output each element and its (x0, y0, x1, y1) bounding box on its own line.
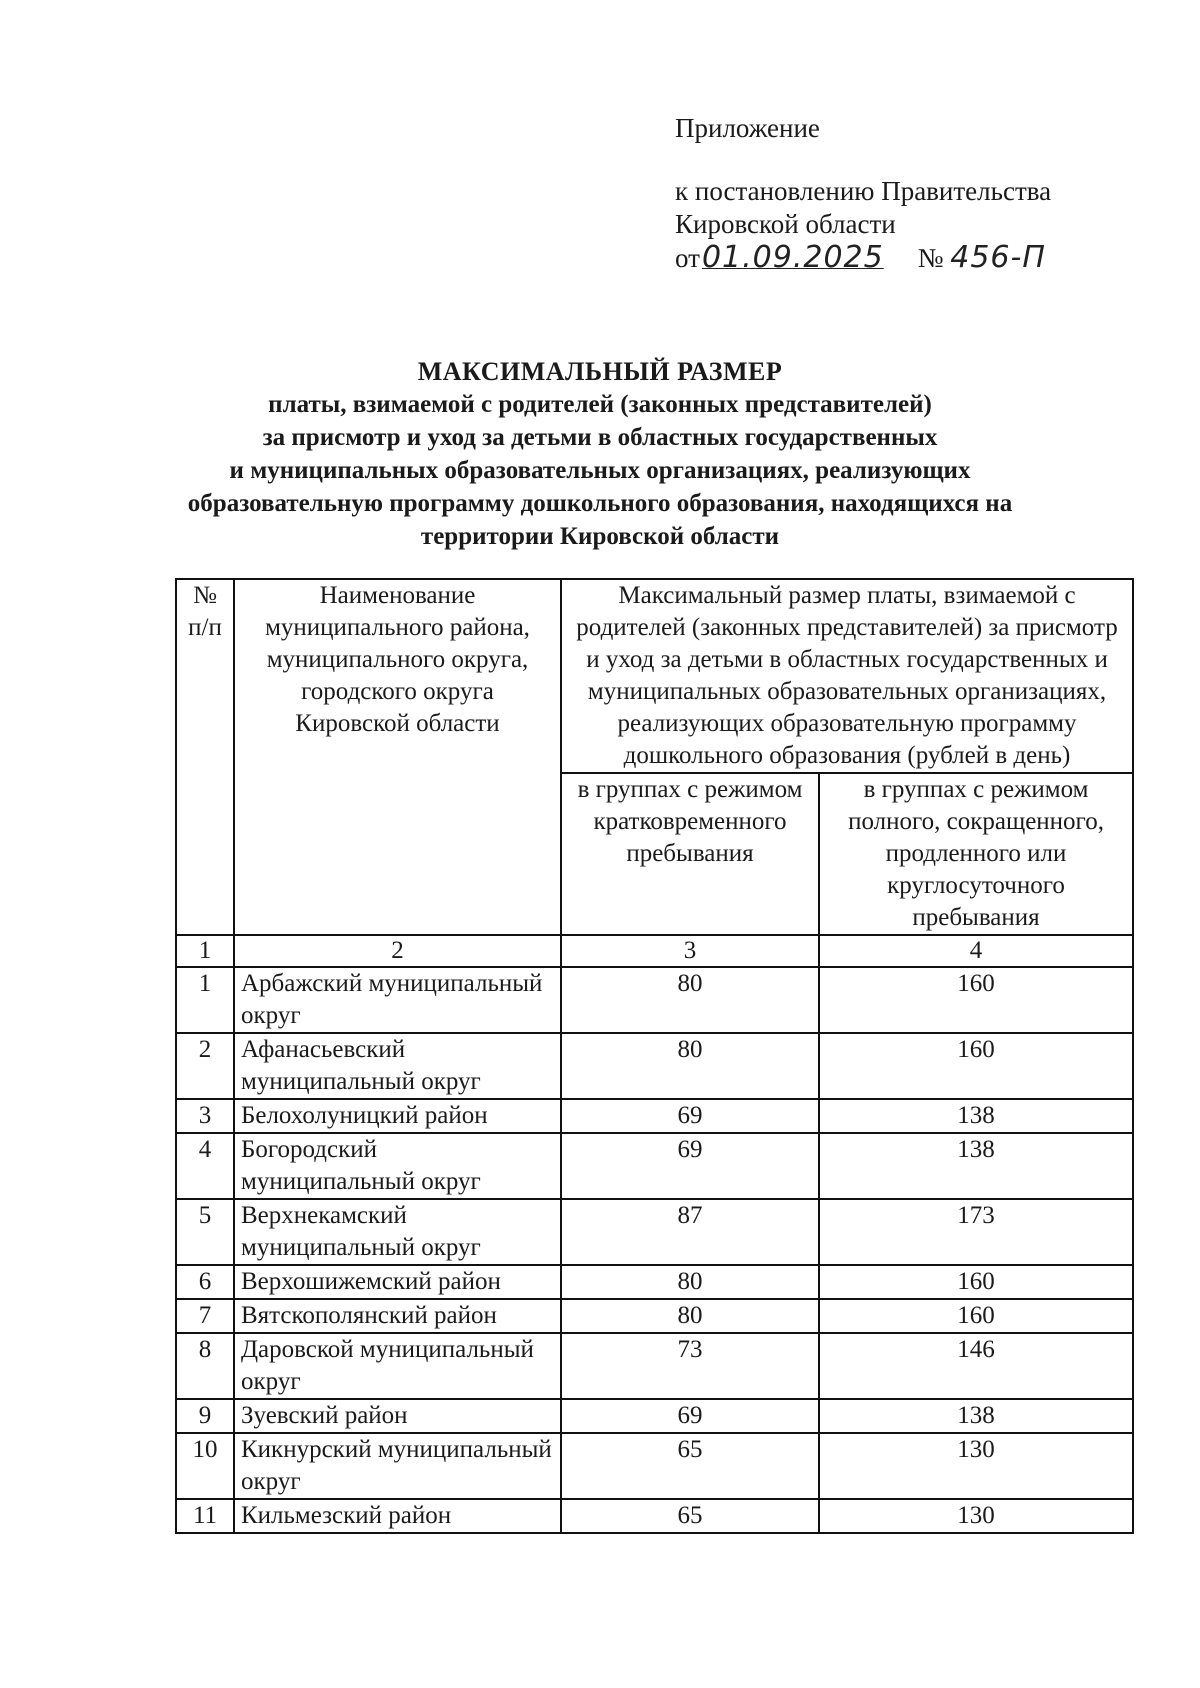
row-short-stay-fee: 80 (561, 1265, 819, 1299)
row-name: Кикнурский муниципальный округ (234, 1433, 561, 1499)
appendix-date-number-line (675, 241, 1051, 275)
row-short-stay-fee: 69 (561, 1099, 819, 1133)
table-row (176, 1499, 1133, 1533)
row-name: Афанасьевский муниципальный округ (234, 1033, 561, 1099)
header-num: № п/п (176, 579, 234, 935)
row-full-stay-fee: 160 (819, 1033, 1133, 1099)
date-prefix: от (675, 243, 700, 273)
row-short-stay-fee: 69 (561, 1399, 819, 1433)
column-number-row (176, 935, 1133, 967)
row-name: Вятскополянский район (234, 1299, 561, 1333)
row-name: Кильмезский район (234, 1499, 561, 1533)
row-short-stay-fee: 69 (561, 1133, 819, 1199)
row-short-stay-fee: 65 (561, 1499, 819, 1533)
column-number: 3 (561, 935, 819, 967)
row-full-stay-fee: 138 (819, 1099, 1133, 1133)
row-name: Белохолуницкий район (234, 1099, 561, 1133)
table-row (176, 1099, 1133, 1133)
heading-main: МАКСИМАЛЬНЫЙ РАЗМЕР (417, 357, 783, 386)
table-row (176, 1133, 1133, 1199)
row-name: Богородский муниципальный округ (234, 1133, 561, 1199)
appendix-block (675, 112, 1051, 275)
row-name: Даровской муниципальный округ (234, 1333, 561, 1399)
heading-line-5: территории Кировской области (420, 523, 780, 550)
header-full-stay: в группах с режимом полного, сокращенного, продленного или круглосуточного пребывания (819, 773, 1133, 935)
row-full-stay-fee: 160 (819, 1299, 1133, 1333)
table-row (176, 1033, 1133, 1099)
row-number: 11 (176, 1499, 234, 1533)
appendix-region-line: Кировской области (675, 209, 896, 239)
appendix-title: Приложение (675, 113, 820, 143)
row-short-stay-fee: 80 (561, 1033, 819, 1099)
table-row (176, 1399, 1133, 1433)
header-max-fee: Максимальный размер платы, взимаемой с родителей (законных представителей) за присмотр и уход за детьми в областных государственных и муниципальных образовательных организациях, реализующих образовательную программу дошкольного образования (рублей в день) (561, 579, 1133, 773)
row-name: Арбажский муниципальный округ (234, 967, 561, 1033)
row-full-stay-fee: 130 (819, 1499, 1133, 1533)
column-number: 4 (819, 935, 1133, 967)
row-name: Зуевский район (234, 1399, 561, 1433)
row-full-stay-fee: 146 (819, 1333, 1133, 1399)
row-full-stay-fee: 138 (819, 1399, 1133, 1433)
row-number: 2 (176, 1033, 234, 1099)
table-row (176, 1333, 1133, 1399)
handwritten-date: 01.09.2025 (701, 240, 884, 275)
fee-table-body (176, 967, 1133, 1533)
row-short-stay-fee: 65 (561, 1433, 819, 1499)
document-heading (150, 355, 1050, 553)
table-row (176, 1265, 1133, 1299)
row-number: 6 (176, 1265, 234, 1299)
column-number: 2 (234, 935, 561, 967)
row-name: Верхнекамский муниципальный округ (234, 1199, 561, 1265)
fee-table (175, 578, 1134, 1534)
row-full-stay-fee: 138 (819, 1133, 1133, 1199)
row-number: 5 (176, 1199, 234, 1265)
appendix-decree-line: к постановлению Правительства (675, 176, 1052, 206)
header-name: Наименование муниципального района, муниципального округа, городского округа Кировской области (234, 579, 561, 935)
table-row (176, 1299, 1133, 1333)
column-number: 1 (176, 935, 234, 967)
row-number: 10 (176, 1433, 234, 1499)
table-row (176, 1433, 1133, 1499)
row-short-stay-fee: 80 (561, 1299, 819, 1333)
row-number: 4 (176, 1133, 234, 1199)
table-row (176, 967, 1133, 1033)
row-name: Верхошижемский район (234, 1265, 561, 1299)
table-row (176, 1199, 1133, 1265)
row-full-stay-fee: 160 (819, 1265, 1133, 1299)
row-short-stay-fee: 87 (561, 1199, 819, 1265)
header-short-stay: в группах с режимом кратковременного пребывания (561, 773, 819, 935)
row-short-stay-fee: 80 (561, 967, 819, 1033)
row-number: 1 (176, 967, 234, 1033)
heading-line-1: платы, взимаемой с родителей (законных представителей) (268, 391, 932, 418)
number-prefix: № (917, 243, 944, 273)
heading-line-3: и муниципальных образовательных организациях, реализующих (229, 457, 971, 484)
row-number: 8 (176, 1333, 234, 1399)
row-short-stay-fee: 73 (561, 1333, 819, 1399)
heading-line-2: за присмотр и уход за детьми в областных государственных (262, 424, 938, 451)
heading-line-4: образовательную программу дошкольного образования, находящихся на (187, 490, 1013, 517)
row-full-stay-fee: 130 (819, 1433, 1133, 1499)
row-full-stay-fee: 173 (819, 1199, 1133, 1265)
handwritten-number: 456-П (950, 240, 1046, 275)
row-full-stay-fee: 160 (819, 967, 1133, 1033)
row-number: 3 (176, 1099, 234, 1133)
row-number: 9 (176, 1399, 234, 1433)
row-number: 7 (176, 1299, 234, 1333)
